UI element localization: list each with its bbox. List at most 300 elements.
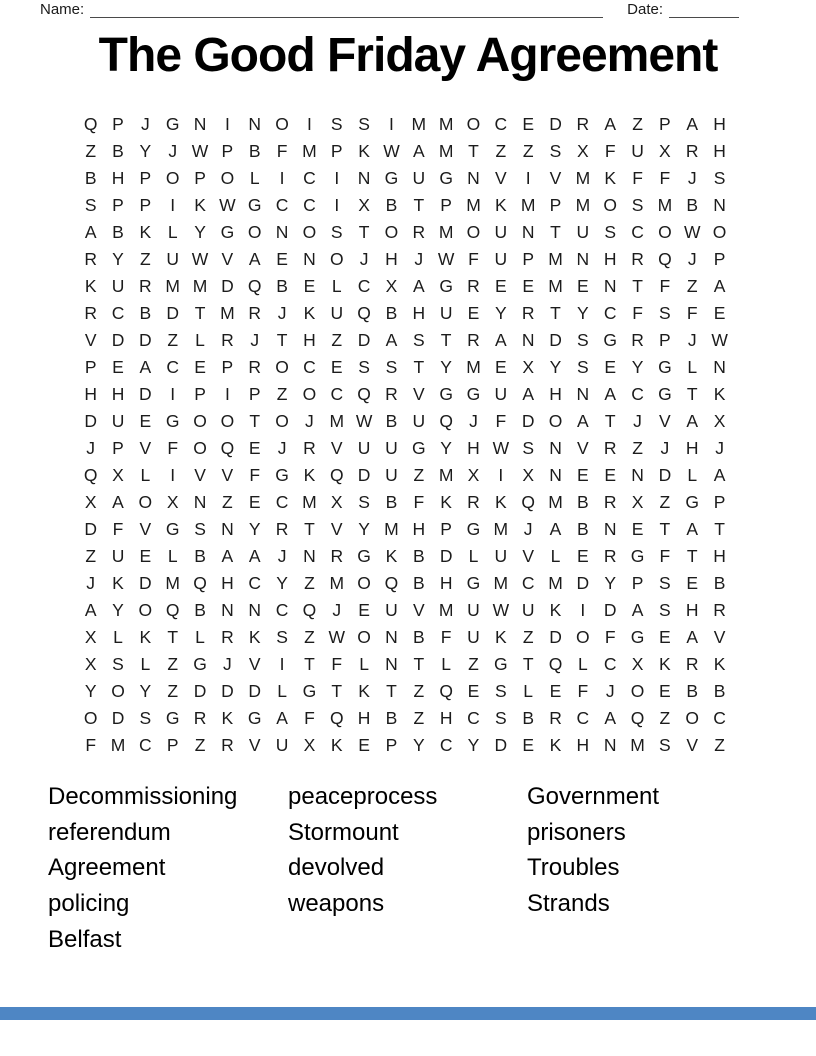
grid-letter: N [221,600,234,620]
grid-letter: E [139,411,152,431]
grid-letter: P [248,384,261,404]
grid-letter: E [248,492,261,512]
grid-letter: O [111,681,125,701]
grid-letter: D [549,114,562,134]
grid-letter: Q [302,600,317,620]
grid-letter: A [686,627,699,647]
grid-letter: H [357,708,371,728]
grid-letter: U [494,222,508,242]
grid-letter: J [277,303,287,323]
grid-letter: M [165,573,180,593]
grid-letter: L [359,654,369,674]
grid-letter: S [713,168,726,188]
grid-letter: V [549,168,562,188]
grid-letter: K [221,708,234,728]
grid-letter: U [111,276,125,296]
grid-letter: J [715,438,724,458]
grid-letter: P [166,735,179,755]
grid-letter: W [191,141,209,161]
grid-letter: D [221,276,234,296]
grid-letter: H [549,384,562,404]
grid-letter: B [385,492,398,512]
grid-letter: E [248,438,261,458]
grid-letter: D [111,330,125,350]
grid-letter: T [550,222,561,242]
grid-letter: X [631,492,644,512]
grid-letter: T [468,141,479,161]
grid-letter: A [604,384,617,404]
grid-letter: Z [468,654,479,674]
grid-letter: Y [412,735,425,755]
grid-letter: G [302,681,317,701]
grid-letter: N [521,222,535,242]
grid-letter: M [466,357,481,377]
grid-letter: A [604,114,617,134]
grid-letter: F [304,708,315,728]
grid-letter: Z [686,276,698,296]
grid-letter: P [549,195,562,215]
grid-letter: P [112,438,124,458]
grid-letter: F [632,168,643,188]
grid-letter: V [248,654,261,674]
grid-letter: S [549,141,562,161]
grid-letter: Q [658,249,672,269]
footer-bar [0,1007,816,1020]
grid-letter: Q [193,573,207,593]
grid-letter: V [330,438,343,458]
grid-letter: H [576,735,590,755]
grid-letter: D [494,735,508,755]
grid-letter: M [165,276,180,296]
grid-letter: T [686,384,698,404]
grid-letter: H [713,546,726,566]
grid-letter: Z [140,249,151,269]
grid-letter: H [221,573,234,593]
grid-letter: L [140,465,151,485]
grid-letter: C [330,384,344,404]
grid-letter: H [713,141,726,161]
grid-letter: B [577,492,589,512]
grid-letter: O [275,357,289,377]
grid-letter: D [84,411,97,431]
grid-letter: B [112,141,124,161]
grid-letter: M [438,141,454,161]
grid-letter: G [275,465,289,485]
grid-letter: Y [276,573,288,593]
grid-letter: C [467,708,480,728]
grid-letter: E [358,735,370,755]
grid-letter: T [331,681,343,701]
grid-letter: S [494,681,507,701]
grid-letter: W [711,330,728,350]
grid-letter: R [603,546,617,566]
grid-letter: X [713,411,726,431]
grid-letter: W [328,627,346,647]
grid-letter: M [302,492,317,512]
grid-letter: Y [494,303,507,323]
grid-letter: R [275,519,289,539]
grid-letter: U [412,168,426,188]
grid-letter: G [439,276,453,296]
grid-letter: W [191,249,209,269]
grid-letter: R [303,438,316,458]
grid-letter: J [140,114,150,134]
grid-letter: I [525,168,531,188]
grid-letter: I [224,114,230,134]
grid-letter: F [276,141,288,161]
grid-letter: A [248,546,261,566]
grid-letter: P [221,141,234,161]
grid-letter: P [659,114,671,134]
grid-letter: U [521,600,535,620]
grid-letter: T [249,411,261,431]
grid-letter: O [384,222,399,242]
grid-letter: G [466,573,481,593]
grid-letter: V [577,438,589,458]
grid-letter: K [659,654,671,674]
grid-letter: B [412,546,425,566]
grid-letter: W [219,195,236,215]
word-list-item: referendum [48,818,171,846]
grid-letter: C [603,303,617,323]
grid-letter: O [138,492,153,512]
grid-letter: R [248,357,262,377]
grid-letter: G [685,492,700,512]
grid-letter: Y [358,519,370,539]
grid-letter: T [413,654,425,674]
grid-letter: S [385,357,398,377]
grid-letter: T [604,411,616,431]
grid-letter: M [411,114,427,134]
grid-letter: J [633,411,642,431]
grid-letter: Y [631,357,644,377]
grid-letter: K [330,735,343,755]
grid-letter: G [165,708,180,728]
grid-letter: A [412,141,425,161]
grid-letter: O [466,222,481,242]
grid-letter: J [250,330,260,350]
word-list-item: Government [527,783,660,810]
grid-letter: M [548,249,563,269]
grid-letter: H [303,330,316,350]
grid-letter: T [550,303,561,323]
grid-letter: B [686,195,699,215]
grid-letter: K [139,627,152,647]
grid-letter: N [521,330,535,350]
grid-letter: C [111,303,125,323]
grid-letter: N [549,465,562,485]
grid-letter: P [139,168,152,188]
grid-letter: P [440,519,452,539]
grid-letter: D [221,681,234,701]
word-list-item: weapons [288,890,385,918]
grid-letter: A [713,276,726,296]
grid-letter: O [685,708,700,728]
grid-letter: O [302,384,317,404]
grid-letter: A [604,708,617,728]
grid-letter: V [713,627,726,647]
grid-letter: S [577,357,589,377]
grid-letter: A [276,708,288,728]
grid-letter: D [521,411,535,431]
grid-letter: I [279,654,285,674]
grid-letter: G [247,708,262,728]
grid-letter: F [659,546,671,566]
grid-letter: K [84,276,97,296]
grid-letter: F [577,681,589,701]
grid-letter: G [165,519,180,539]
grid-letter: E [112,357,124,377]
grid-letter: Y [440,438,452,458]
grid-letter: U [385,600,398,620]
name-fill-line [90,3,603,18]
grid-letter: M [329,573,345,593]
grid-letter: S [494,708,507,728]
grid-letter: E [577,465,589,485]
grid-letter: P [112,195,124,215]
grid-letter: O [220,411,235,431]
grid-letter: D [576,573,590,593]
grid-letter: C [275,600,289,620]
grid-letter: D [603,600,617,620]
grid-letter: T [167,627,179,647]
grid-letter: Z [331,330,343,350]
grid-letter: G [439,168,453,188]
grid-letter: E [494,276,507,296]
grid-letter: E [686,573,699,593]
grid-letter: I [334,168,340,188]
grid-letter: O [83,708,98,728]
grid-letter: O [275,411,289,431]
grid-letter: G [630,546,645,566]
grid-letter: P [713,249,726,269]
grid-letter: O [165,168,180,188]
word-list-item: Agreement [48,854,166,882]
grid-letter: A [221,546,234,566]
grid-letter: K [713,384,726,404]
grid-letter: E [330,357,343,377]
grid-letter: E [139,546,152,566]
grid-letter: S [194,519,206,539]
grid-letter: U [576,222,590,242]
grid-letter: D [84,519,97,539]
grid-letter: N [303,249,316,269]
grid-letter: J [277,546,287,566]
grid-letter: A [139,357,152,377]
grid-letter: O [630,681,645,701]
grid-letter: J [168,141,178,161]
grid-letter: N [576,249,590,269]
date-fill-line [669,3,739,18]
grid-letter: R [139,276,152,296]
grid-letter: Q [357,303,371,323]
grid-letter: V [84,330,97,350]
grid-letter: C [303,357,316,377]
grid-letter: Z [659,708,671,728]
grid-letter: X [84,654,97,674]
grid-letter: D [139,330,152,350]
grid-letter: Y [112,249,124,269]
grid-letter: Q [329,708,344,728]
grid-letter: A [112,492,124,512]
grid-letter: N [303,546,316,566]
grid-letter: R [193,708,207,728]
grid-letter: B [713,573,726,593]
grid-letter: J [332,600,342,620]
grid-letter: I [170,384,176,404]
grid-letter: N [221,519,234,539]
grid-letter: D [549,627,562,647]
grid-letter: U [275,735,289,755]
grid-letter: M [575,168,591,188]
grid-letter: E [604,357,617,377]
grid-letter: Z [167,330,179,350]
grid-letter: G [357,546,371,566]
grid-letter: Y [112,600,124,620]
grid-letter: T [194,303,206,323]
grid-letter: I [334,195,340,215]
grid-letter: C [521,573,535,593]
grid-letter: M [110,735,126,755]
grid-letter: L [113,627,123,647]
grid-letter: O [138,600,153,620]
grid-letter: M [329,411,345,431]
puzzle-title: The Good Friday Agreement [98,29,718,82]
grid-letter: B [194,600,206,620]
word-list-item: Stormount [288,818,399,846]
name-date-row [40,0,739,18]
grid-letter: P [522,249,535,269]
grid-letter: S [522,438,535,458]
grid-letter: J [469,411,478,431]
grid-letter: P [112,114,124,134]
grid-letter: V [194,465,206,485]
grid-letter: G [247,195,262,215]
grid-letter: S [659,735,671,755]
grid-letter: T [522,654,534,674]
grid-letter: Z [167,681,179,701]
grid-letter: I [170,465,176,485]
grid-letter: X [84,627,97,647]
grid-letter: U [412,411,426,431]
word-list-column [527,779,659,922]
grid-letter: G [220,222,235,242]
grid-letter: U [467,627,480,647]
grid-letter: F [249,465,261,485]
grid-letter: X [522,357,535,377]
grid-letter: U [439,303,453,323]
grid-letter: P [139,195,152,215]
grid-letter: O [548,411,563,431]
grid-letter: H [467,438,480,458]
grid-letter: L [195,627,205,647]
grid-letter: F [604,627,616,647]
grid-letter: P [659,330,671,350]
grid-letter: S [358,492,370,512]
grid-letter: C [631,384,644,404]
grid-letter: L [277,681,287,701]
grid-letter: J [660,438,670,458]
grid-letter: I [170,195,176,215]
grid-letter: K [549,600,562,620]
grid-letter: U [494,249,508,269]
grid-letter: N [549,438,562,458]
grid-letter: O [220,168,235,188]
grid-letter: D [139,573,152,593]
grid-letter: C [713,708,726,728]
grid-letter: F [112,519,124,539]
grid-letter: O [247,222,262,242]
grid-letter: U [494,384,508,404]
grid-letter: R [221,735,234,755]
grid-letter: A [385,330,398,350]
grid-letter: X [385,276,398,296]
grid-letter: G [603,330,618,350]
word-list-item: peaceprocess [288,783,438,810]
grid-letter: A [412,276,425,296]
grid-letter: Z [632,438,643,458]
grid-letter: Q [329,465,344,485]
grid-letter: E [303,276,316,296]
grid-letter: K [604,168,617,188]
grid-letter: D [357,330,371,350]
grid-letter: S [659,600,671,620]
grid-letter: Z [632,114,643,134]
grid-letter: U [111,546,125,566]
grid-letter: L [550,546,561,566]
grid-letter: U [111,411,125,431]
grid-letter: G [658,384,672,404]
grid-letter: D [439,546,453,566]
grid-letter: Y [549,357,562,377]
grid-letter: V [412,384,425,404]
grid-letter: L [441,654,451,674]
grid-letter: H [685,438,699,458]
grid-letter: U [385,465,398,485]
grid-letter: D [357,465,371,485]
grid-letter: K [494,195,507,215]
grid-letter: L [195,330,205,350]
grid-letter: M [630,735,645,755]
grid-letter: R [685,654,699,674]
grid-letter: N [248,600,262,620]
grid-letter: Y [467,735,480,755]
grid-letter: K [494,627,507,647]
grid-letter: T [413,195,425,215]
grid-letter: Y [440,357,452,377]
grid-letter: L [331,276,342,296]
grid-letter: G [165,411,180,431]
grid-letter: M [302,141,317,161]
grid-letter: O [357,573,371,593]
grid-letter: G [658,357,672,377]
grid-letter: H [439,708,453,728]
grid-letter: R [385,384,398,404]
grid-letter: U [385,438,398,458]
grid-letter: Q [521,492,535,512]
grid-letter: B [385,303,398,323]
grid-letter: X [577,141,589,161]
grid-letter: R [467,330,480,350]
grid-letter: H [412,303,426,323]
grid-letter: Y [139,681,152,701]
grid-letter: B [276,276,288,296]
word-list-item: policing [48,890,130,918]
grid-letter: L [140,654,151,674]
grid-letter: L [167,222,178,242]
grid-letter: L [577,654,588,674]
grid-letter: B [385,411,398,431]
